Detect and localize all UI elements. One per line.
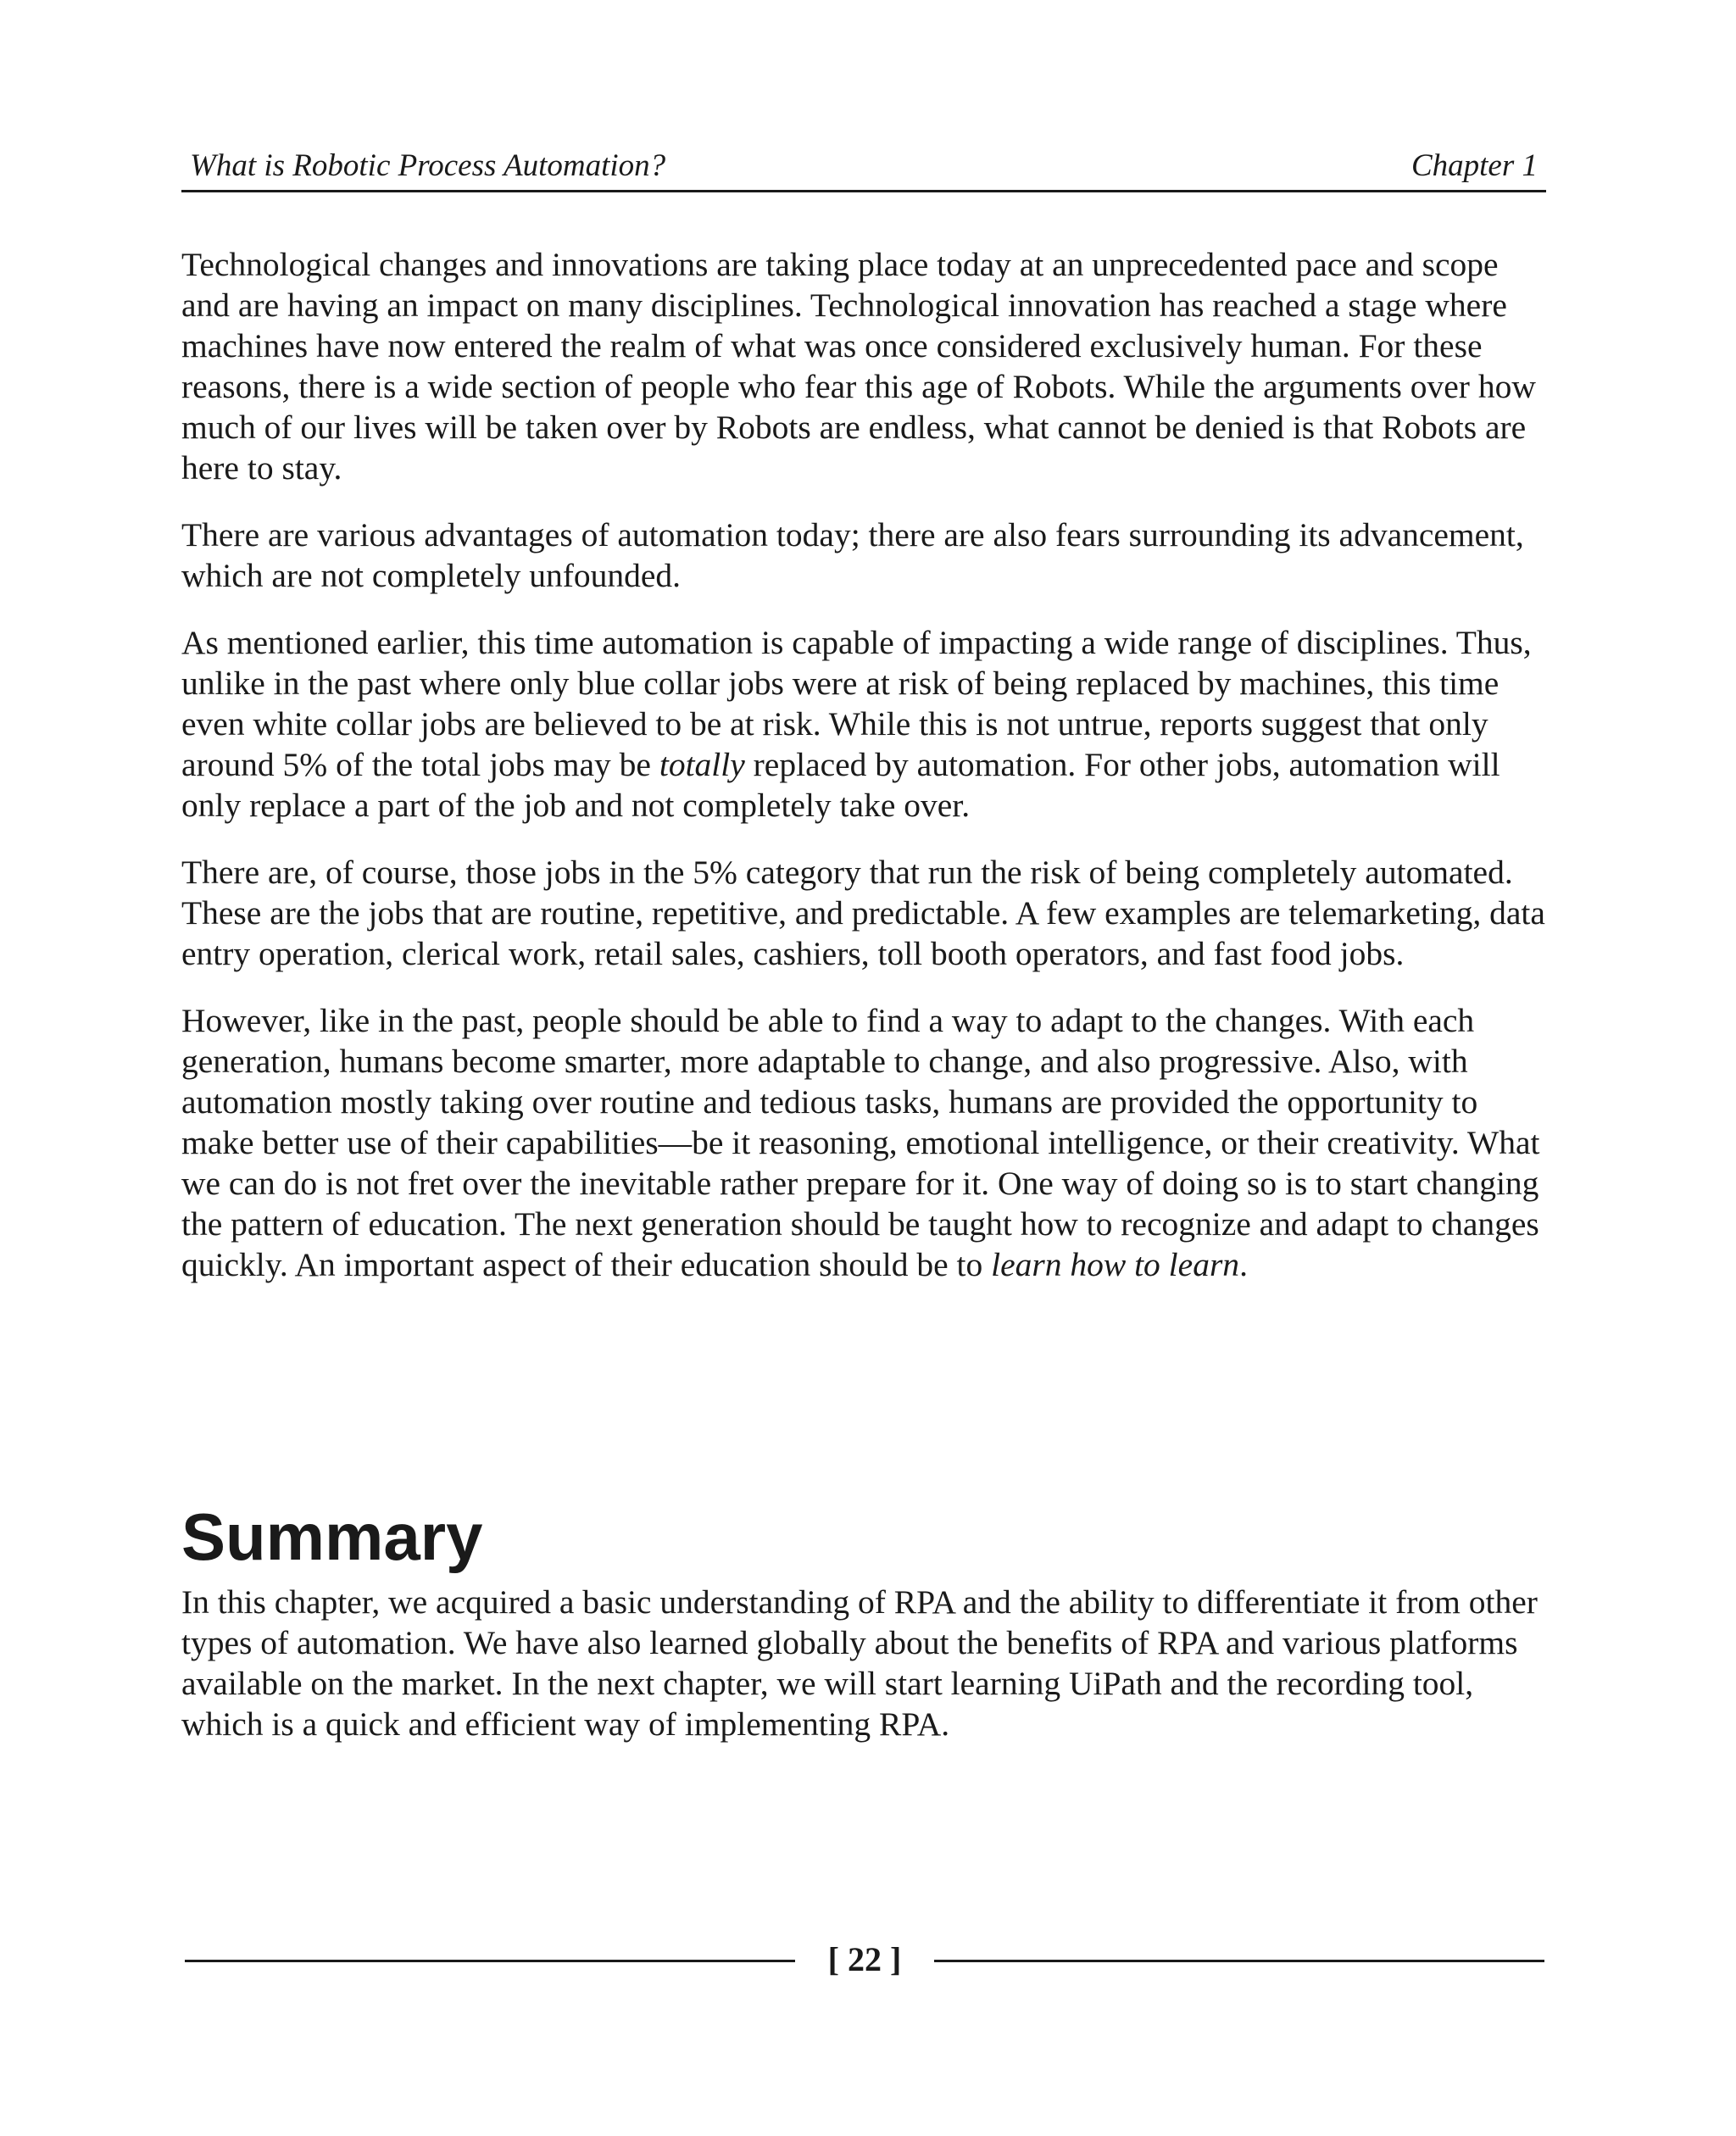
paragraph xyxy=(181,1000,1550,1285)
footer-rule-right xyxy=(934,1960,1544,1962)
paragraph xyxy=(181,515,1550,596)
emphasis-text: totally xyxy=(659,746,745,783)
book-title: What is Robotic Process Automation? xyxy=(190,148,666,183)
paragraph-text: As mentioned earlier, this time automation is capable of impacting a wide range of disciplines. Thus, unlike in the past where only blue collar jobs were at risk of being replaced by machines, this time even white collar jobs are believed to be at risk. While this is not untrue, reports suggest that only around 5% of the total jobs may be xyxy=(181,624,1532,783)
summary-paragraph: In this chapter, we acquired a basic understanding of RPA and the ability to differentiate it from other types of automation. We have also learned globally about the benefits of RPA and various platforms available on the market. In the next chapter, we will start learning UiPath and the recording tool, which is a quick and efficient way of implementing RPA. xyxy=(181,1583,1538,1743)
paragraph-text: Technological changes and innovations are taking place today at an unprecedented pace and scope and are having an impact on many disciplines. Technological innovation has reached a stage where machines have now entered the realm of what was once considered exclusively human. For these reasons, there is a wide section of people who fear this age of Robots. While the arguments over how much of our lives will be taken over by Robots are endless, what cannot be denied is that Robots are here to stay. xyxy=(181,246,1536,487)
paragraph-text: However, like in the past, people should be able to find a way to adapt to the changes. With each generation, humans become smarter, more adaptable to change, and also progressive. Also, with automation mostly taking over routine and tedious tasks, humans are provided the opportunity to make better use of their capabilities—be it reasoning, emotional intelligence, or their creativity. What we can do is not fret over the inevitable rather prepare for it. One way of doing so is to start changing the pattern of education. The next generation should be taught how to recognize and adapt to changes quickly. An important aspect of their education should be to xyxy=(181,1002,1540,1283)
paragraph xyxy=(181,622,1550,826)
page-number: [ 22 ] xyxy=(827,1940,902,1978)
paragraph-text: replaced by automation. For other jobs, automation will only replace a part of the job and not completely take over. xyxy=(181,746,1500,824)
running-header xyxy=(181,142,1546,192)
section-heading: Summary xyxy=(181,1499,483,1574)
paragraph xyxy=(181,244,1550,488)
emphasis-text: learn how to learn xyxy=(991,1246,1240,1283)
paragraph-text: There are various advantages of automation today; there are also fears surrounding its advancement, which are not completely unfounded. xyxy=(181,516,1524,594)
paragraph xyxy=(181,852,1550,974)
paragraph-text: There are, of course, those jobs in the 5% category that run the risk of being completely automated. These are the jobs that are routine, repetitive, and predictable. A few examples are telemarketing, data entry operation, clerical work, retail sales, cashiers, toll booth operators, and fast food jobs. xyxy=(181,854,1545,972)
page-footer xyxy=(185,1936,1544,1983)
paragraph-text: . xyxy=(1239,1246,1248,1283)
body-text xyxy=(181,244,1550,1311)
chapter-label: Chapter 1 xyxy=(1410,148,1538,183)
